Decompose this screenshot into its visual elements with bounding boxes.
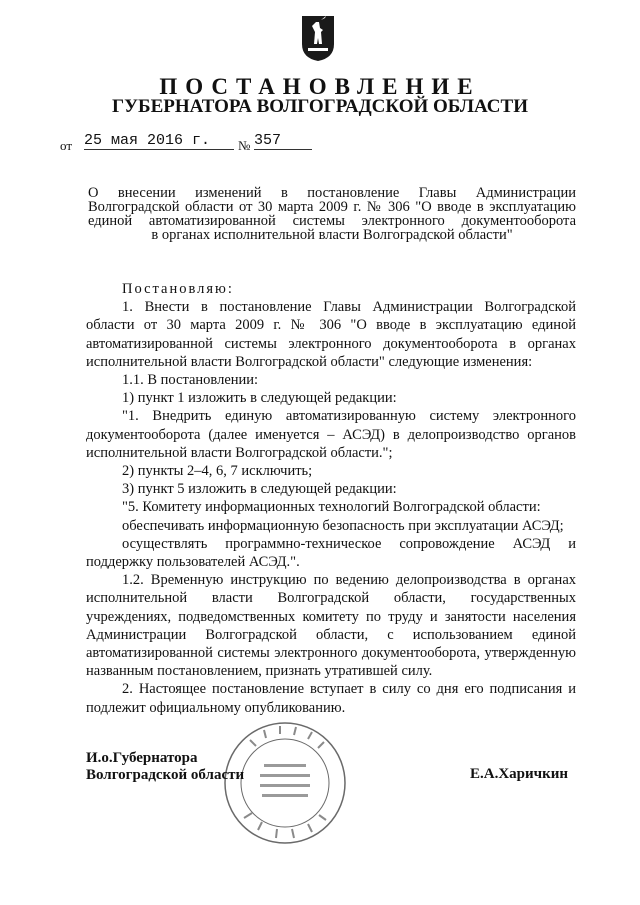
subject-line: О внесении изменений в постановление Главы Администрации [88,185,576,201]
paragraph-1-1-a-text: "1. Внедрить единую автоматизированную систему электронного документооборота (далее именуется – АСЭД) в делопроизводство органов исполнительной власти Волгоградской области."; [86,408,576,461]
paragraph-1-1-c: 3) пункт 5 изложить в следующей редакции: [122,481,397,498]
paragraph-1-1-a: 1) пункт 1 изложить в следующей редакции: [122,390,397,407]
paragraph-1-1: 1.1. В постановлении: [122,372,259,389]
document-issuer: ГУБЕРНАТОРА ВОЛГОГРАДСКОЙ ОБЛАСТИ [112,96,528,117]
paragraph-1-1-c-text3: осуществлять программно-техническое сопровождение АСЭД и поддержку пользователей АСЭД.". [86,535,576,571]
signatory-name: Е.А.Харичкин [470,766,569,782]
paragraph-1-2: 1.2. Временную инструкцию по ведению делопроизводства в органах исполнительной власти Волгоградской области, государственных учреждениях, подведомственных комитету по труду и занятости населения Администрации Волгоградской области, с использованием единой автоматизированной системы электронного документооборота, утвержденную названным постановлением, признать утратившей силу. [86,572,576,680]
resolve-heading: Постановляю: [122,281,234,297]
subject-line: в органах исполнительной власти Волгоградской области" [151,227,513,243]
document-subject [88,186,576,242]
coat-of-arms-icon [300,14,336,62]
paragraph-1-1-c-text1: "5. Комитету информационных технологий Волгоградской области: [122,499,541,516]
paragraph-1-1-c-text2: обеспечивать информационную безопасность при эксплуатации АСЭД; [122,517,564,534]
document-title: ПОСТАНОВЛЕНИЕ [159,74,481,99]
number-value: 357 [254,132,312,150]
subject-line: единой автоматизированной системы электронного документооборота [88,213,576,229]
subject-line: Волгоградской области от 30 марта 2009 г. № 306 "О вводе в эксплуатацию [88,199,576,215]
date-label: от [60,138,73,153]
number-label: № [238,138,251,153]
paragraph-2: 2. Настоящее постановление вступает в силу со дня его подписания и подлежит официальному опубликованию. [86,681,576,716]
signatory-position-line1: И.о.Губернатора [86,750,198,766]
signatory-position [86,750,244,784]
document-body [86,280,576,717]
date-value: 25 мая 2016 г. [84,132,234,150]
paragraph-1: 1. Внести в постановление Главы Администрации Волгоградской области от 30 марта 2009 г. № 306 "О вводе в эксплуатацию единой автоматизированной системы электронного документооборота в органах исполнительной власти Волгоградской области" следующие изменения: [86,299,576,370]
signatory-position-line2: Волгоградской области [86,767,245,783]
paragraph-1-1-b: 2) пункты 2–4, 6, 7 исключить; [122,463,313,480]
